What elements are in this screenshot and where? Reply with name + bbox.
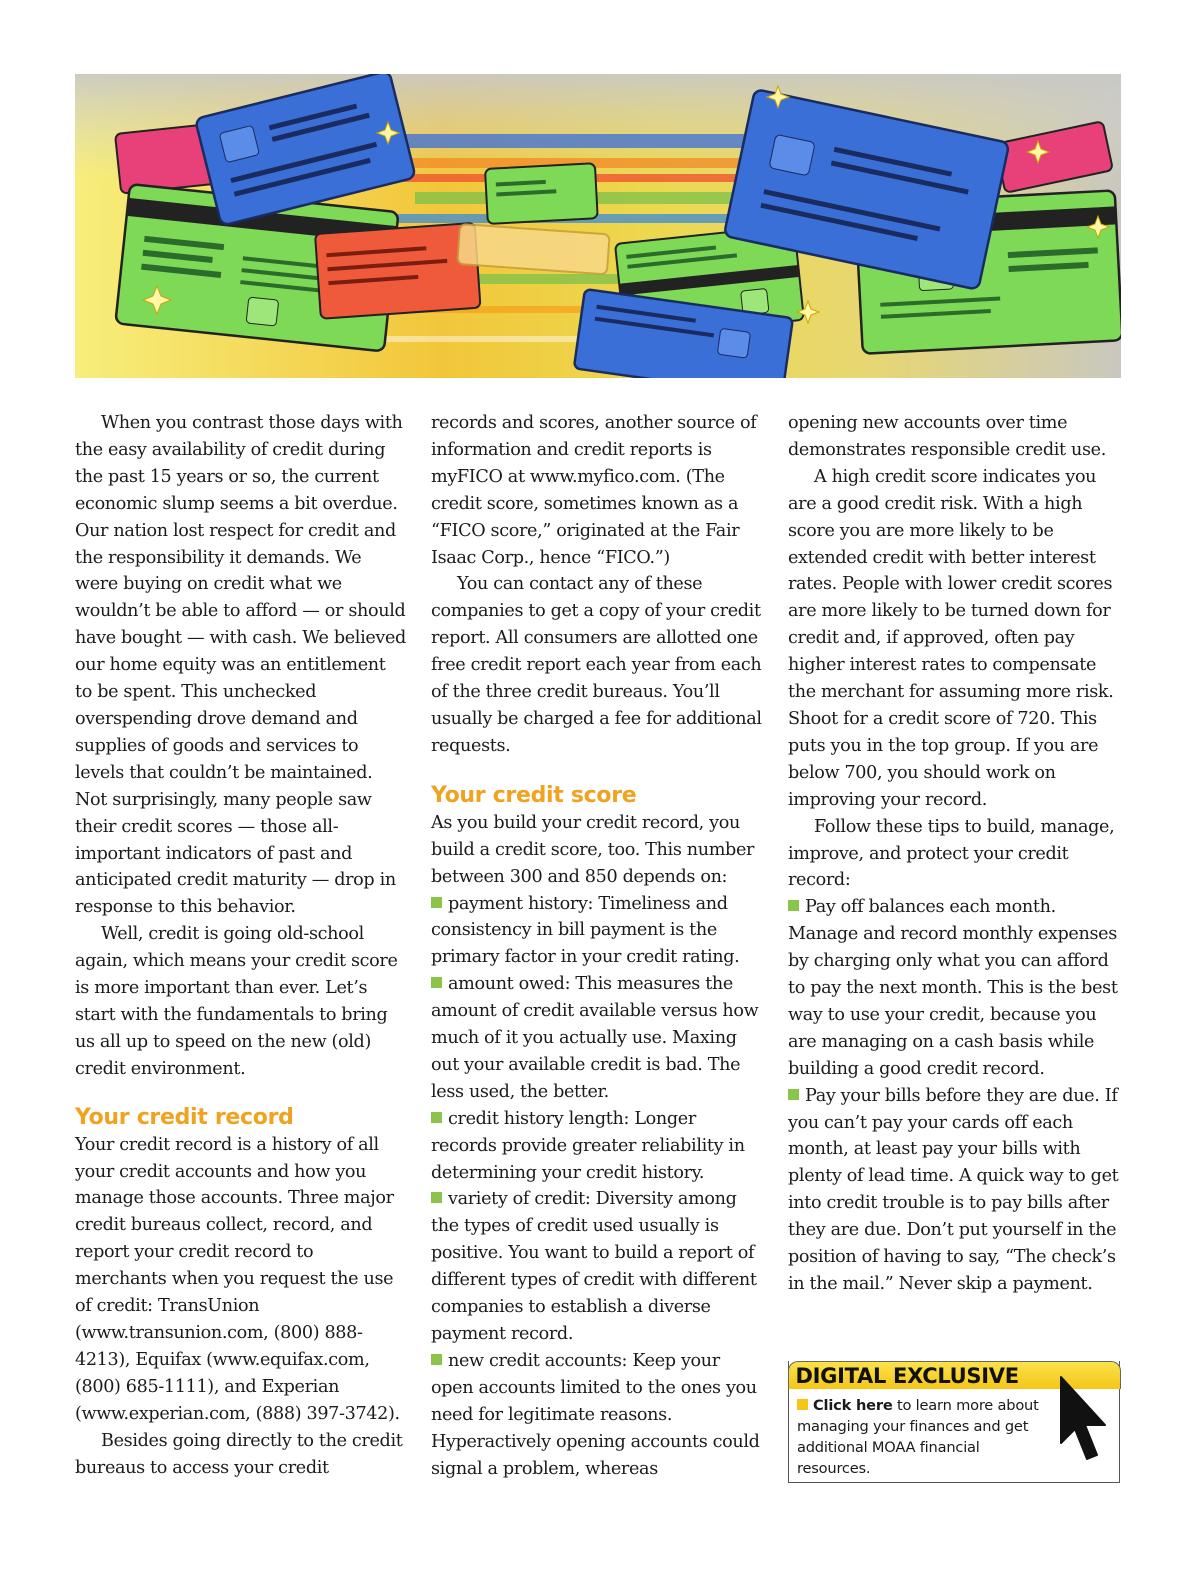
credit-cards-illustration — [75, 74, 1121, 378]
green-square-bullet-icon — [431, 1354, 442, 1365]
paragraph: opening new accounts over time demonstrates responsible credit use. — [788, 413, 1106, 460]
bullet-item: amount owed: This measures the amount of credit available versus how much of it you actually use. Maxing out your available credit is bad. The less used, the better. — [431, 974, 759, 1102]
digital-exclusive-box[interactable] — [788, 1361, 1120, 1483]
paragraph: Well, credit is going old-school again, which means your credit score is more important than ever. Let’s start with the fundamentals to bring us all up to speed on the new (old) credit environment. — [75, 924, 398, 1079]
article-column-2 — [431, 410, 763, 1482]
bullet-item: payment history: Timeliness and consistency in bill payment is the primary factor in your credit rating. — [431, 893, 740, 968]
green-square-bullet-icon — [431, 1192, 442, 1203]
green-square-bullet-icon — [431, 1112, 442, 1123]
hero-illustration — [75, 74, 1121, 378]
bullet-item: credit history length: Longer records provide greater reliability in determining your credit history. — [431, 1108, 745, 1183]
paragraph: Besides going directly to the credit bureaus to access your credit — [75, 1430, 403, 1478]
paragraph: When you contrast those days with the easy availability of credit during the past 15 years or so, the current economic slump seems a bit overdue. Our nation lost respect for credit and the responsibility it demands. We were buying on credit what we wouldn’t be able to afford — or should have bought — with cash. We believed our home equity was an entitlement to be spent. This unchecked overspending drove demand and supplies of goods and services to levels that couldn’t be maintained. Not surprisingly, many people saw their credit scores — those all-important indicators of past and anticipated credit maturity — drop in response to this behavior. — [75, 413, 406, 918]
bullet-item: new credit accounts: Keep your open accounts limited to the ones you need for legitimate reasons. Hyperactively opening accounts could signal a problem, whereas — [431, 1350, 760, 1479]
green-square-bullet-icon — [788, 1089, 799, 1100]
promo-title: DIGITAL EXCLUSIVE — [788, 1361, 1121, 1389]
section-heading-credit-record: Your credit record — [75, 1104, 294, 1130]
article-column-1 — [75, 410, 407, 1481]
paragraph: You can contact any of these companies to get a copy of your credit report. All consumers are allotted one free credit report each year from each of the three credit bureaus. You’ll usually be charged a fee for additional requests. — [431, 574, 762, 756]
paragraph: records and scores, another source of information and credit reports is myFICO at www.myfico.com. (The credit score, sometimes known as a “FICO score,” originated at the Fair Isaac Corp., hence “FICO.”) — [431, 413, 757, 568]
paragraph: Follow these tips to build, manage, improve, and protect your credit record: — [788, 816, 1115, 891]
bullet-item: Pay your bills before they are due. If you can’t pay your cards off each month, at least pay your bills with plenty of lead time. A quick way to get into credit trouble is to pay bills after they are due. Don’t put yourself in the position of having to say, “The check’s in the mail.” Never skip a payment. — [788, 1085, 1119, 1294]
bullet-item: variety of credit: Diversity among the types of credit used usually is positive. You want to build a report of different types of credit with different companies to establish a diverse payment record. — [431, 1189, 757, 1344]
mouse-cursor-icon — [1057, 1373, 1113, 1465]
paragraph: As you build your credit record, you build a credit score, too. This number between 300 and 850 depends on: — [431, 812, 755, 887]
green-square-bullet-icon — [788, 900, 799, 911]
green-square-bullet-icon — [431, 897, 442, 908]
article-column-3 — [788, 410, 1120, 1298]
section-heading-credit-score: Your credit score — [431, 782, 637, 808]
click-here-link[interactable]: Click here — [813, 1397, 893, 1414]
bullet-item: Pay off balances each month. Manage and record monthly expenses by charging only what you can afford to pay the next month. This is the best way to use your credit, because you are managing on a cash basis while building a good credit record. — [788, 897, 1118, 1079]
promo-text: Click here to learn more about managing your finances and get additional MOAA financial resources. — [797, 1397, 1039, 1477]
yellow-square-bullet-icon — [797, 1399, 808, 1410]
paragraph: Your credit record is a history of all your credit accounts and how you manage those accounts. Three major credit bureaus collect, record, and report your credit record to merchants when you request the use of credit: TransUnion (www.transunion.com, (800) 888-4213), Equifax (www.equifax.com, (800) 685-1111), and Experian (www.experian.com, (888) 397-3742). — [75, 1134, 400, 1424]
green-square-bullet-icon — [431, 977, 442, 988]
paragraph: A high credit score indicates you are a good credit risk. With a high score you are more likely to be extended credit with better interest rates. People with lower credit scores are more likely to be turned down for credit and, if approved, often pay higher interest rates to compensate the merchant for assuming more risk. Shoot for a credit score of 720. This puts you in the top group. If you are below 700, you should work on improving your record. — [788, 466, 1114, 810]
